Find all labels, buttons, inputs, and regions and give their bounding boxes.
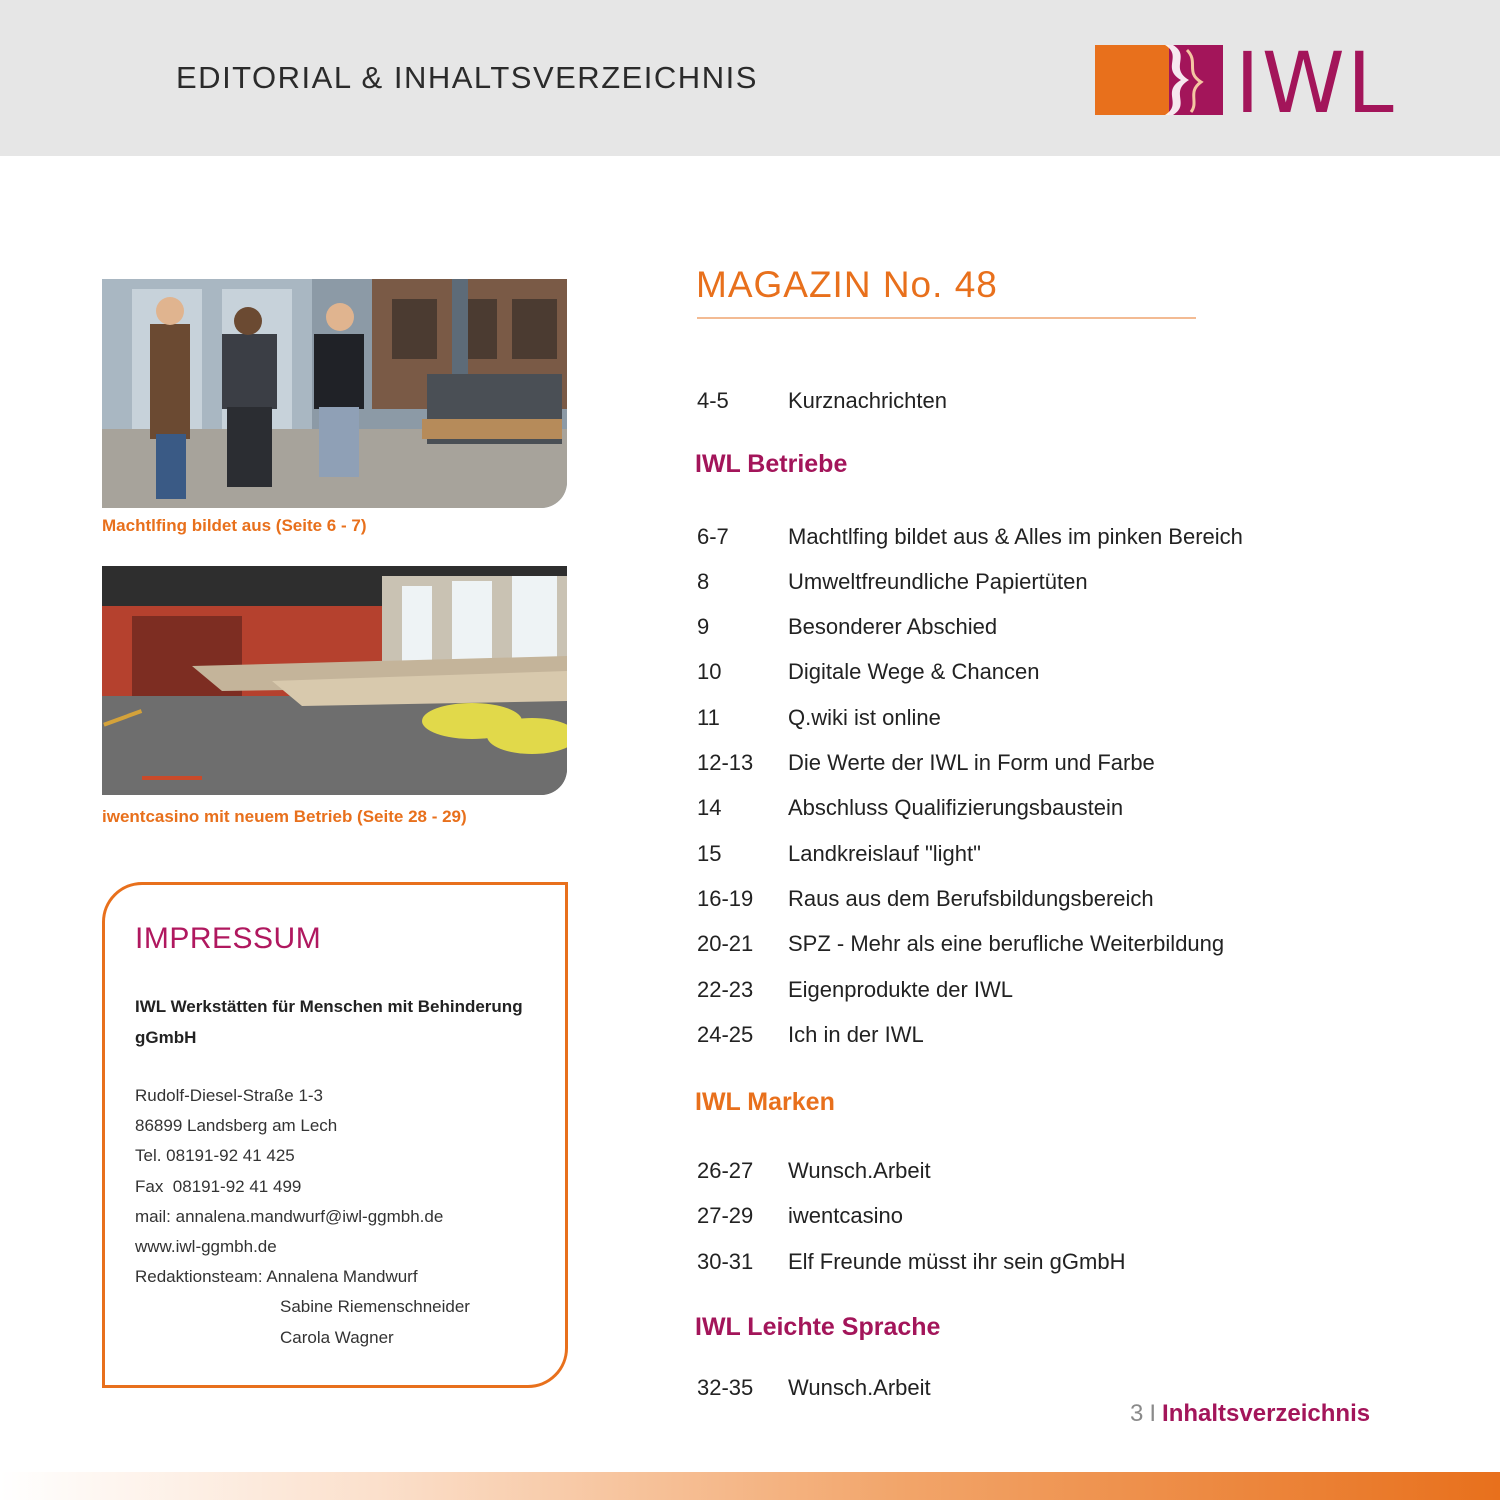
bottom-gradient-bar	[0, 1472, 1500, 1500]
impressum-street: Rudolf-Diesel-Straße 1-3	[135, 1086, 324, 1105]
toc-title: Umweltfreundliche Papiertüten	[788, 569, 1088, 594]
toc-item	[697, 931, 1224, 957]
toc-item	[697, 388, 947, 414]
page-title: EDITORIAL & INHALTSVERZEICHNIS	[176, 60, 758, 95]
toc-page: 15	[697, 841, 722, 866]
photo-caption: Machtlfing bildet aus (Seite 6 - 7)	[102, 516, 367, 535]
impressum-team-member: Sabine Riemenschneider	[280, 1297, 470, 1317]
page-footer	[1130, 1400, 1370, 1428]
toc-page: 9	[697, 614, 710, 639]
toc-title: Eigenprodukte der IWL	[788, 977, 1014, 1002]
toc-item	[697, 569, 1088, 595]
toc-item	[697, 1158, 931, 1184]
toc-page: 32-35	[697, 1375, 754, 1400]
impressum-mail: mail: annalena.mandwurf@iwl-ggmbh.de	[135, 1206, 444, 1226]
section-heading-leichte-sprache: IWL Leichte Sprache	[695, 1313, 941, 1341]
toc-item	[697, 886, 1154, 912]
toc-title: Abschluss Qualifizierungsbaustein	[788, 795, 1124, 820]
toc-title: Machtlfing bildet aus & Alles im pinken Bereich	[788, 524, 1243, 549]
magazine-title: MAGAZIN No. 48	[696, 264, 998, 305]
impressum-fax: Fax 08191-92 41 499	[135, 1176, 302, 1196]
toc-title: iwentcasino	[788, 1203, 903, 1228]
logo-wordmark: IWL	[1235, 42, 1396, 118]
impressum-city: 86899 Landsberg am Lech	[135, 1116, 338, 1136]
toc-item	[697, 977, 1013, 1003]
toc-page: 26-27	[697, 1158, 754, 1183]
page-number: 3	[1130, 1400, 1144, 1427]
toc-title: SPZ - Mehr als eine berufliche Weiterbildung	[788, 931, 1225, 956]
impressum-title: IMPRESSUM	[135, 922, 322, 955]
toc-item	[697, 1022, 924, 1048]
section-heading-betriebe: IWL Betriebe	[695, 450, 848, 478]
toc-title: Wunsch.Arbeit	[788, 1158, 931, 1183]
toc-page: 22-23	[697, 977, 754, 1002]
toc-page: 6-7	[697, 524, 729, 549]
section-heading-marken: IWL Marken	[695, 1088, 835, 1116]
photo-caption: iwentcasino mit neuem Betrieb (Seite 28 - 29)	[102, 807, 467, 826]
toc-item	[697, 1203, 903, 1229]
toc-page: 24-25	[697, 1022, 754, 1047]
toc-item	[697, 705, 941, 731]
photo-iwentcasino	[102, 566, 567, 795]
header-bar	[0, 0, 1500, 156]
toc-title: Landkreislauf "light"	[788, 841, 981, 866]
toc-title: Digitale Wege & Chancen	[788, 659, 1040, 684]
impressum-web: www.iwl-ggmbh.de	[135, 1237, 277, 1257]
toc-page: 8	[697, 569, 710, 594]
toc-title: Ich in der IWL	[788, 1022, 924, 1047]
toc-title: Besonderer Abschied	[788, 614, 998, 639]
impressum-tel: Tel. 08191-92 41 425	[135, 1146, 295, 1166]
toc-title: Elf Freunde müsst ihr sein gGmbH	[788, 1249, 1126, 1274]
footer-label: Inhaltsverzeichnis	[1162, 1400, 1371, 1427]
toc-page: 16-19	[697, 886, 754, 911]
toc-page: 14	[697, 795, 722, 820]
logo-orange-block	[1095, 45, 1169, 115]
impressum-team: Redaktionsteam: Annalena Mandwurf	[135, 1267, 418, 1287]
toc-title: Wunsch.Arbeit	[788, 1375, 931, 1400]
toc-item	[697, 841, 981, 867]
toc-item	[697, 795, 1123, 821]
toc-item	[697, 659, 1040, 685]
toc-page: 20-21	[697, 931, 754, 956]
impressum-box	[102, 882, 568, 1388]
impressum-contact	[135, 1081, 470, 1353]
iwl-logo	[1095, 42, 1405, 118]
toc-title: Raus aus dem Berufsbildungsbereich	[788, 886, 1154, 911]
impressum-company: IWL Werkstätten für Menschen mit Behinderung gGmbH	[135, 997, 523, 1047]
toc-item	[697, 1249, 1125, 1275]
toc-title: Q.wiki ist online	[788, 705, 941, 730]
title-divider	[697, 317, 1196, 319]
toc-title: Die Werte der IWL in Form und Farbe	[788, 750, 1155, 775]
toc-page: 12-13	[697, 750, 754, 775]
impressum-team-member: Carola Wagner	[280, 1327, 394, 1347]
toc-page: 4-5	[697, 388, 729, 413]
toc-item	[697, 524, 1243, 550]
toc-item	[697, 614, 997, 640]
photo-machtlfing	[102, 279, 567, 508]
toc-title: Kurznachrichten	[788, 388, 947, 413]
toc-page: 27-29	[697, 1203, 754, 1228]
toc-page: 30-31	[697, 1249, 754, 1274]
toc-item	[697, 750, 1155, 776]
toc-page: 10	[697, 659, 722, 684]
toc-item	[697, 1375, 931, 1401]
toc-page: 11	[697, 705, 720, 730]
footer-separator: I	[1149, 1400, 1157, 1427]
